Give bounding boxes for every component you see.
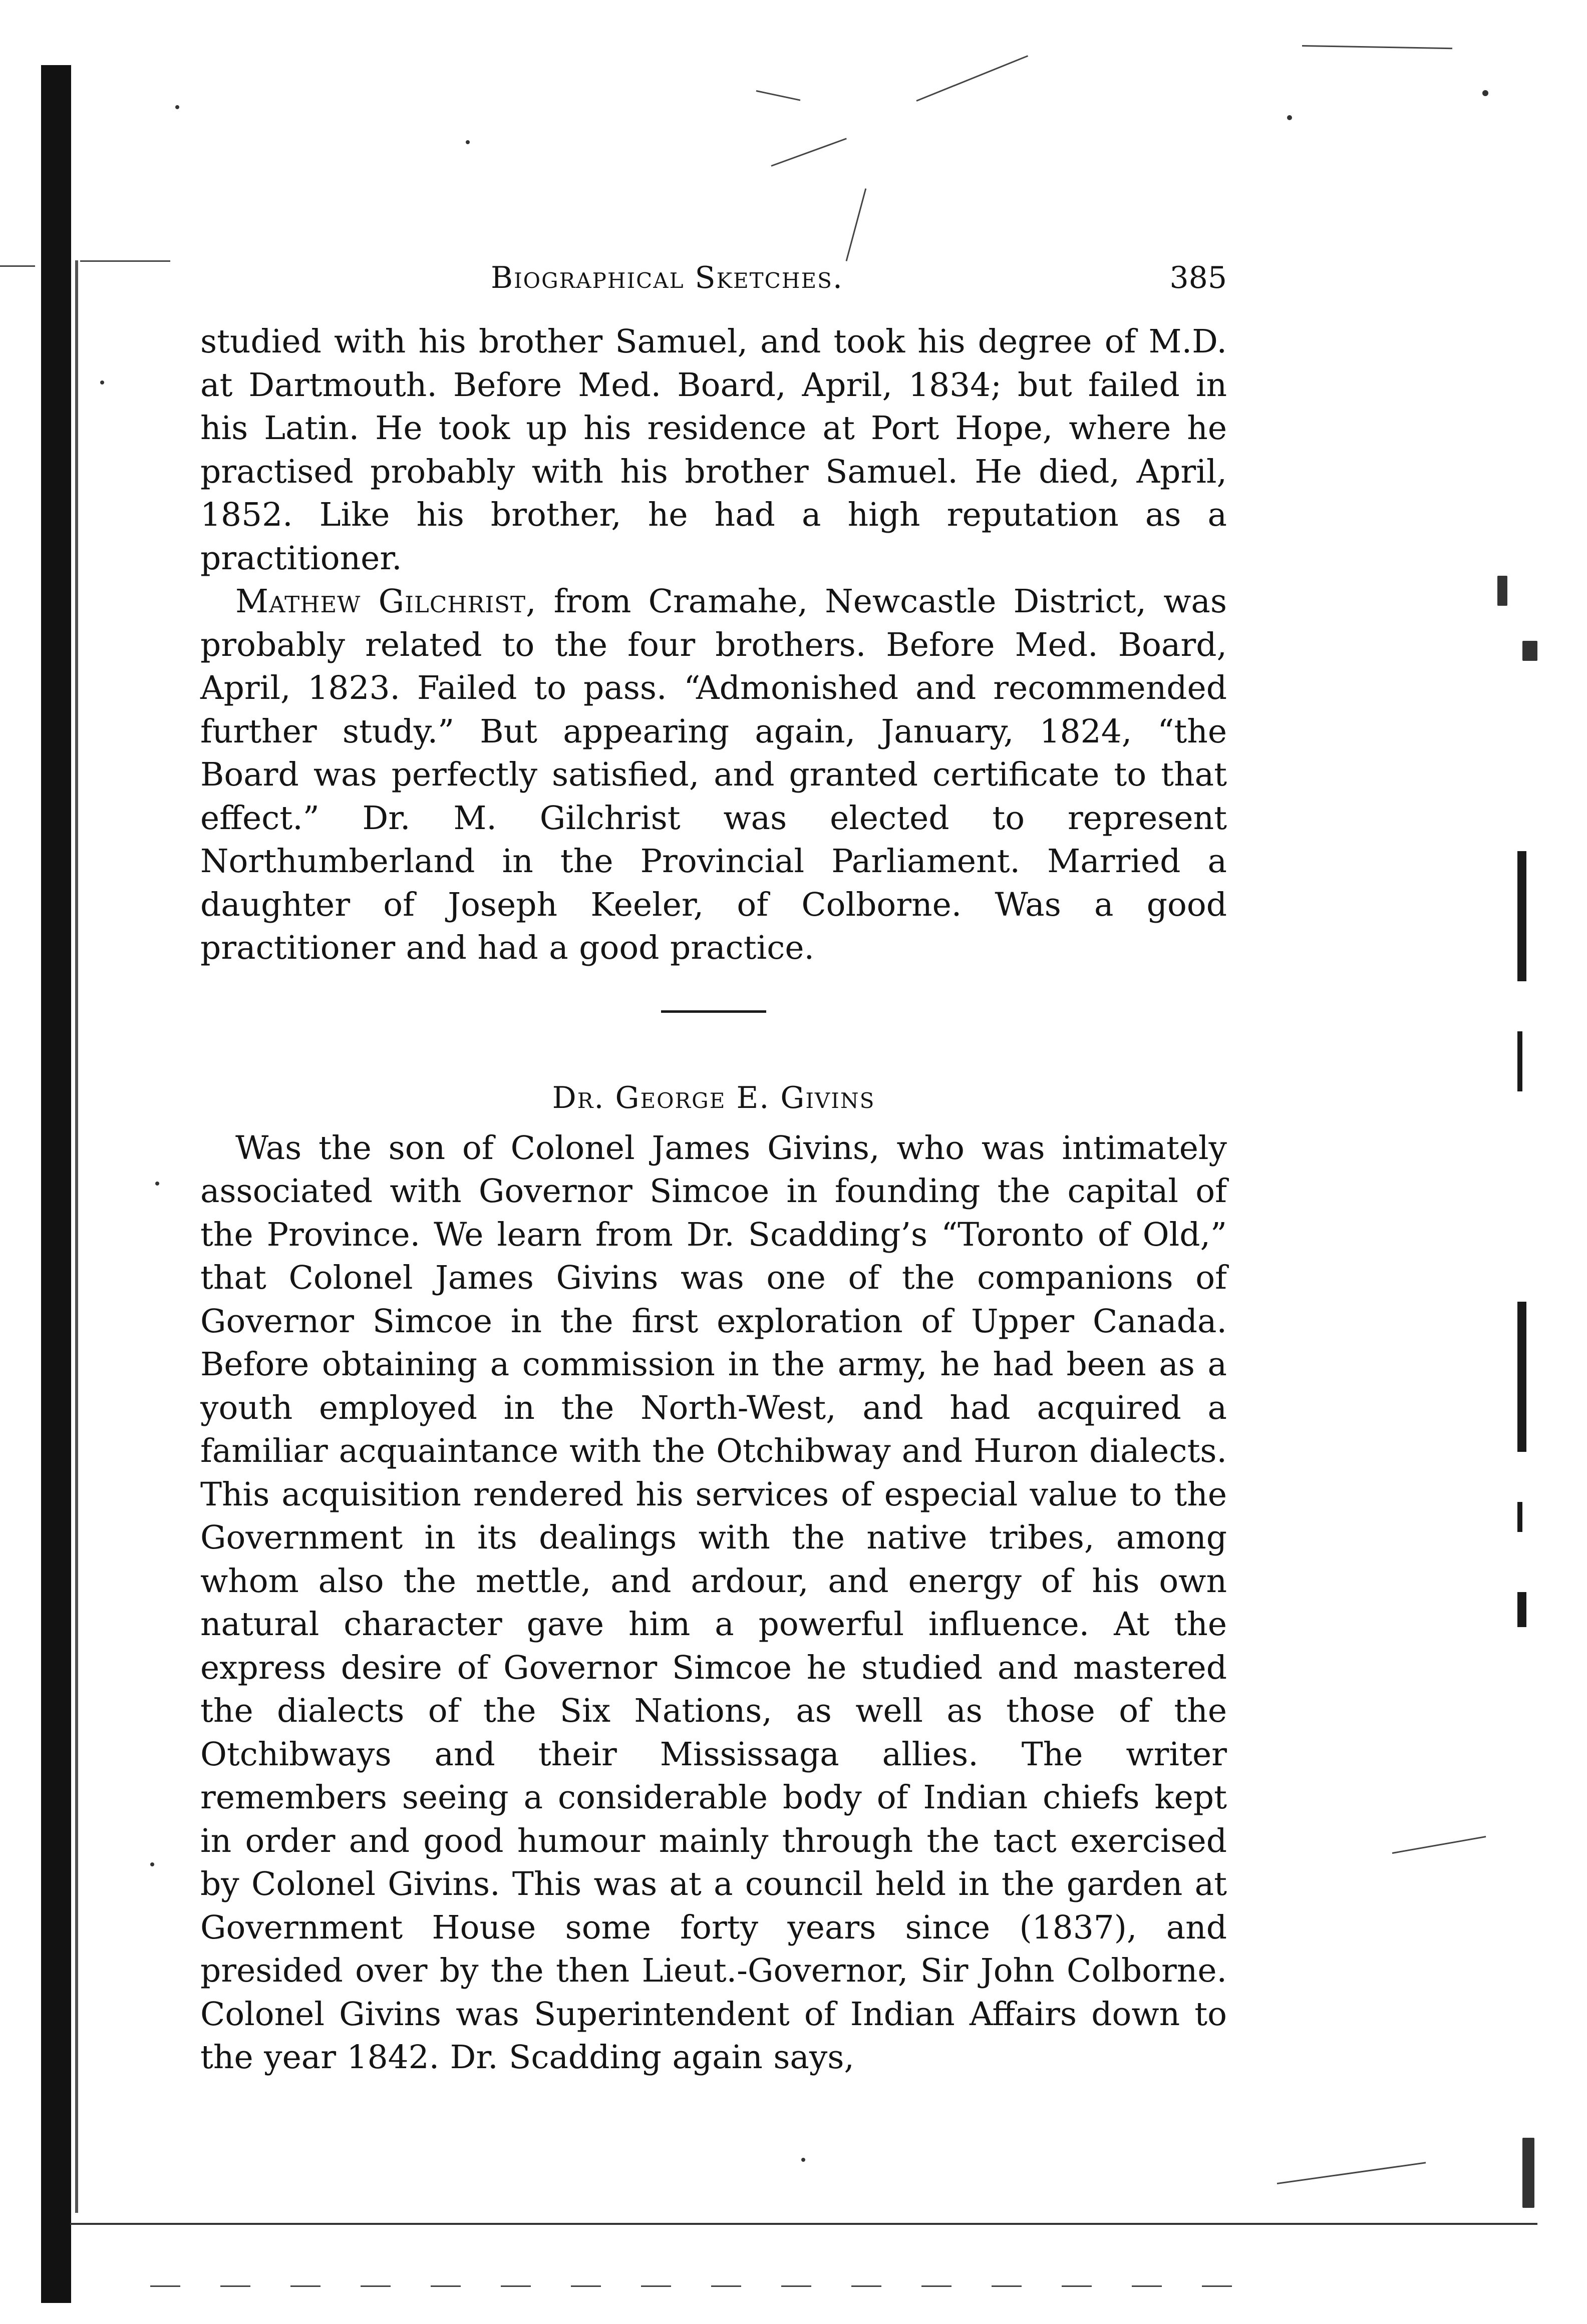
scan-stray-mark bbox=[756, 90, 801, 101]
scan-stray-mark bbox=[1392, 1836, 1486, 1854]
scan-speck bbox=[100, 380, 104, 384]
scan-stray-mark bbox=[80, 260, 170, 262]
scan-speck bbox=[466, 140, 470, 144]
scan-stray-mark bbox=[1302, 45, 1452, 49]
scan-stray-mark bbox=[846, 188, 867, 261]
scan-speck bbox=[1522, 2138, 1534, 2208]
scan-speck bbox=[1287, 115, 1292, 120]
scan-right-edge-marks bbox=[1517, 851, 1532, 1852]
scan-speck bbox=[150, 1862, 154, 1866]
section-heading: Dr. George E. Givins bbox=[552, 1080, 875, 1115]
scan-speck bbox=[155, 1182, 159, 1186]
paragraph-gilchrist-text: from Cramahe, Newcastle District, was probably related to the four brothers. Before Med. Board, April, 1823. Failed to pass. “Admonished and recommended further study.” But appearing again, January, 1824, “the Board was perfectly satisfied, and granted certificate to that effect.” Dr. M. Gilchrist was elected to represent Northumberland in the Provincial Parliament. Married a daughter of Joseph Keeler, of Colborne. Was a good practitioner and had a good practice. bbox=[200, 583, 1227, 967]
scan-bottom-edge bbox=[70, 2223, 1537, 2225]
scan-speck bbox=[1522, 641, 1537, 661]
scan-binding-shadow bbox=[41, 65, 71, 2303]
running-head bbox=[200, 260, 1227, 320]
scan-stray-mark bbox=[1277, 2162, 1426, 2184]
book-page bbox=[200, 260, 1227, 2080]
scan-speck bbox=[1497, 576, 1507, 606]
paragraph-givins: Was the son of Colonel James Givins, who was intimately associated with Governor Simcoe in founding the capital of the Province. We learn from Dr. Scadding’s “Toronto of Old,” that Colonel James Givins was one of the companions of Governor Simcoe in the first exploration of Upper Canada. Before obtaining a commission in the army, he had been as a youth employed in the North-West, and had acquired a familiar acquaintance with the Otchibway and Huron dialects. This acquisition rendered his services of especial value to the Government in its dealings with the native tribes, among whom also the mettle, and ardour, and energy of his own natural character gave him a powerful influence. At the express desire of Governor Simcoe he studied and mastered the dialects of the Six Nations, as well as those of the Otchibways and their Mississaga allies. The writer remembers seeing a considerable body of Indian chiefs kept in order and good humour mainly through the tact exercised by Colonel Givins. This was at a council held in the garden at Government House some forty years since (1837), and presided over by the then Lieut.-Governor, Sir John Colborne. Colonel Givins was Superintendent of Indian Affairs down to the year 1842. Dr. Scadding again says, bbox=[200, 1129, 1227, 2076]
scan-stray-mark bbox=[771, 138, 846, 167]
scan-bottom-noise bbox=[150, 2285, 1252, 2287]
page-number: 385 bbox=[1169, 260, 1227, 295]
scan-speck bbox=[175, 105, 179, 109]
scan-speck bbox=[801, 2158, 805, 2162]
scan-speck bbox=[1482, 90, 1488, 96]
running-title: Biographical Sketches. bbox=[491, 260, 843, 295]
scan-stray-mark bbox=[0, 265, 35, 267]
scan-stray-mark bbox=[916, 55, 1028, 102]
scan-binding-line bbox=[75, 260, 78, 2213]
section-divider bbox=[661, 1010, 766, 1013]
paragraph-continued: studied with his brother Samuel, and took his degree of M.D. at Dartmouth. Before Med. Board, April, 1834; but failed in his Latin. He took up his residence at Port Hope, where he practised probably with his brother Samuel. He died, April, 1852. Like his brother, he had a high reputation as a practitioner. bbox=[200, 323, 1227, 577]
person-name: Mathew Gilchrist, bbox=[235, 583, 537, 620]
paragraph-gilchrist bbox=[200, 580, 1227, 970]
